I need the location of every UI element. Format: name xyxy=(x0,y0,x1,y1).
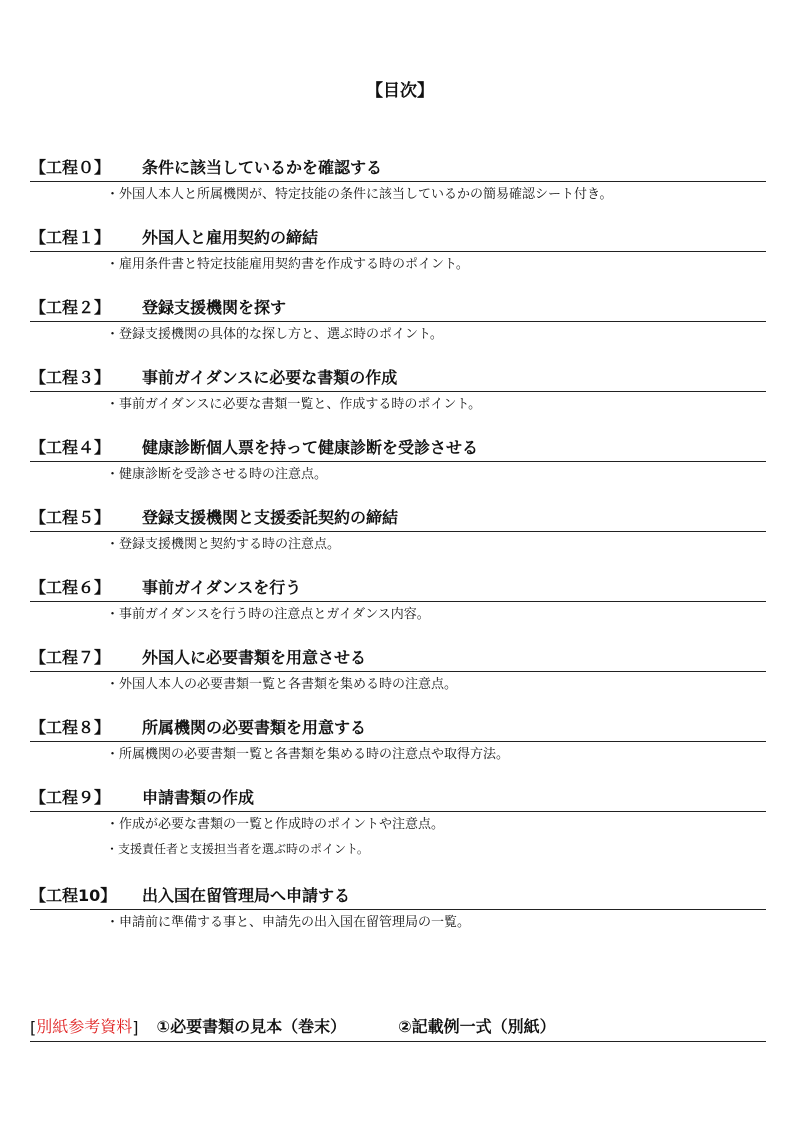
step-title: 出入国在留管理局へ申請する xyxy=(142,886,351,905)
toc-step-1 xyxy=(30,226,766,274)
step-label: 【工程３】 xyxy=(30,368,111,387)
step-description: ・登録支援機関の具体的な探し方と、選ぶ時のポイント。 xyxy=(106,327,443,342)
step-title: 外国人に必要書類を用意させる xyxy=(142,648,367,667)
step-description: ・雇用条件書と特定技能雇用契約書を作成する時のポイント。 xyxy=(106,257,469,272)
step-description: ・健康診断を受診させる時の注意点。 xyxy=(106,467,328,482)
step-label: 【工程１】 xyxy=(30,228,111,247)
toc-step-7 xyxy=(30,646,766,694)
step-description: ・外国人本人の必要書類一覧と各書類を集める時の注意点。 xyxy=(106,677,458,692)
step-label: 【工程10】 xyxy=(30,886,117,905)
step-description: ・所属機関の必要書類一覧と各書類を集める時の注意点や取得方法。 xyxy=(106,747,510,762)
appendix-item-examples: ②記載例一式（別紙） xyxy=(398,1017,556,1036)
step-title: 所属機関の必要書類を用意する xyxy=(142,718,367,737)
step-label: 【工程５】 xyxy=(30,508,111,527)
step-label: 【工程８】 xyxy=(30,718,111,737)
appendix-open-bracket: [ xyxy=(30,1018,37,1037)
table-of-contents xyxy=(30,156,766,954)
step-label: 【工程０】 xyxy=(30,158,111,177)
step-title: 登録支援機関を探す xyxy=(142,298,287,317)
page-title: 【目次】 xyxy=(366,81,434,101)
appendix-line xyxy=(30,1014,766,1042)
step-description: ・支援責任者と支援担当者を選ぶ時のポイント。 xyxy=(106,842,369,856)
appendix-label: 別紙参考資料 xyxy=(36,1017,133,1036)
toc-step-9 xyxy=(30,786,766,858)
toc-step-8 xyxy=(30,716,766,764)
step-description: ・事前ガイダンスを行う時の注意点とガイダンス内容。 xyxy=(106,607,430,622)
toc-step-6 xyxy=(30,576,766,624)
toc-step-0 xyxy=(30,156,766,204)
appendix-item-samples: ①必要書類の見本（巻末） xyxy=(156,1017,347,1036)
toc-step-2 xyxy=(30,296,766,344)
step-description: ・申請前に準備する事と、申請先の出入国在留管理局の一覧。 xyxy=(106,915,471,930)
step-description: ・事前ガイダンスに必要な書類一覧と、作成する時のポイント。 xyxy=(106,397,482,412)
step-label: 【工程９】 xyxy=(30,788,111,807)
step-label: 【工程２】 xyxy=(30,298,111,317)
step-title: 条件に該当しているかを確認する xyxy=(142,158,383,177)
step-title: 事前ガイダンスを行う xyxy=(142,578,302,597)
step-title: 申請書類の作成 xyxy=(142,788,255,807)
appendix-close-bracket: ] xyxy=(132,1018,139,1037)
step-label: 【工程４】 xyxy=(30,438,111,457)
step-title: 登録支援機関と支援委託契約の締結 xyxy=(142,508,399,527)
step-label: 【工程６】 xyxy=(30,578,111,597)
step-title: 外国人と雇用契約の締結 xyxy=(142,228,319,247)
step-description: ・登録支援機関と契約する時の注意点。 xyxy=(106,537,341,552)
step-description: ・作成が必要な書類の一覧と作成時のポイントや注意点。 xyxy=(106,817,445,832)
toc-step-3 xyxy=(30,366,766,414)
step-description: ・外国人本人と所属機関が、特定技能の条件に該当しているかの簡易確認シート付き。 xyxy=(106,187,613,202)
step-title: 事前ガイダンスに必要な書類の作成 xyxy=(142,368,398,387)
step-label: 【工程７】 xyxy=(30,648,111,667)
step-title: 健康診断個人票を持って健康診断を受診させる xyxy=(142,438,479,457)
toc-step-10 xyxy=(30,884,766,932)
toc-step-5 xyxy=(30,506,766,554)
toc-step-4 xyxy=(30,436,766,484)
